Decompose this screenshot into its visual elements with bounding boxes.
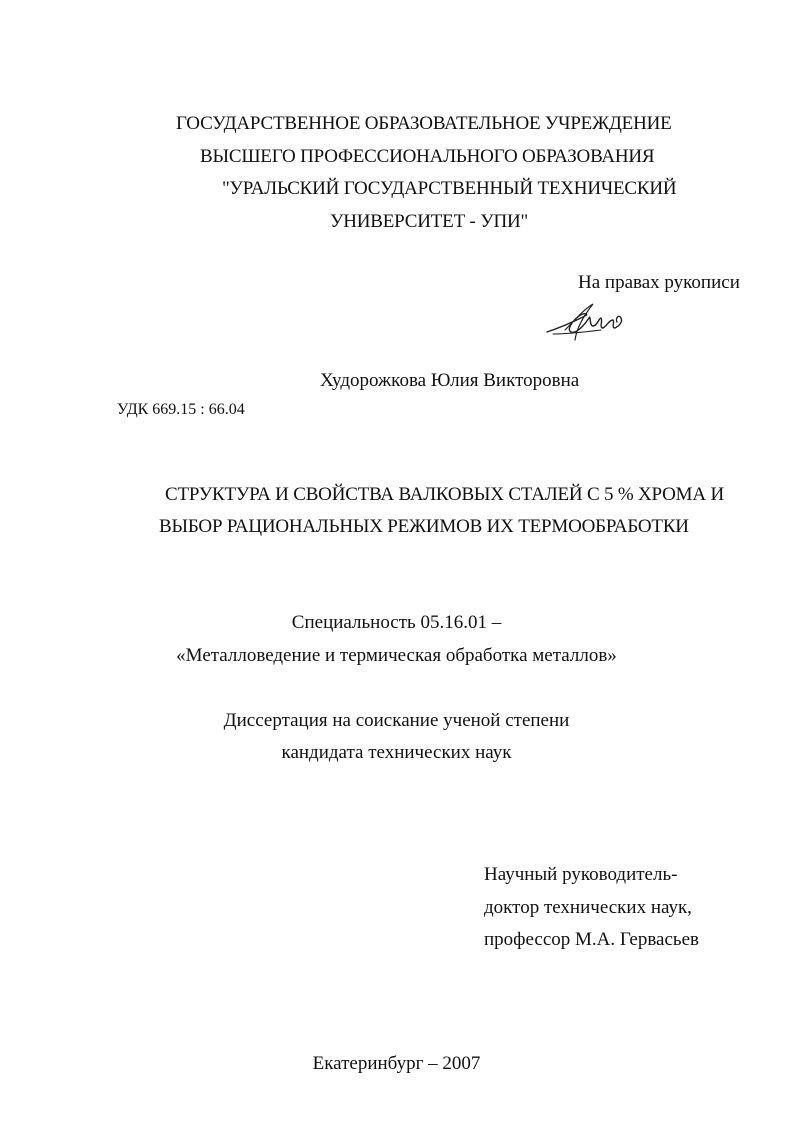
specialty-line-1: Специальность 05.16.01 – <box>291 612 502 633</box>
degree-line-1: Диссертация на соискание ученой степени <box>223 710 570 731</box>
institution-line-1: ГОСУДАРСТВЕННОЕ ОБРАЗОВАТЕЛЬНОЕ УЧРЕЖДЕНИЕ <box>176 113 672 134</box>
udc-code: УДК 669.15 : 66.04 <box>117 401 245 418</box>
title-line-1: СТРУКТУРА И СВОЙСТВА ВАЛКОВЫХ СТАЛЕЙ С 5 % ХРОМА И <box>165 484 724 505</box>
degree-line-2: кандидата технических наук <box>281 742 512 763</box>
institution-line-3: "УРАЛЬСКИЙ ГОСУДАРСТВЕННЫЙ ТЕХНИЧЕСКИЙ <box>222 178 677 199</box>
specialty-line-2: «Металловедение и термическая обработка металлов» <box>176 645 617 666</box>
manuscript-note: На правах рукописи <box>578 272 740 293</box>
supervisor-line-2: доктор технических наук, <box>484 897 692 918</box>
supervisor-line-3: профессор М.А. Гервасьев <box>484 929 699 950</box>
author-name: Худорожкова Юлия Викторовна <box>320 370 580 391</box>
city-year: Екатеринбург – 2007 <box>312 1053 481 1074</box>
title-line-2: ВЫБОР РАЦИОНАЛЬНЫХ РЕЖИМОВ ИХ ТЕРМООБРАБОТКИ <box>159 516 689 537</box>
institution-line-2: ВЫСШЕГО ПРОФЕССИОНАЛЬНОГО ОБРАЗОВАНИЯ <box>200 146 655 167</box>
institution-line-4: УНИВЕРСИТЕТ - УПИ" <box>330 211 529 232</box>
supervisor-line-1: Научный руководитель- <box>484 864 678 885</box>
author-signature-icon <box>545 300 625 344</box>
